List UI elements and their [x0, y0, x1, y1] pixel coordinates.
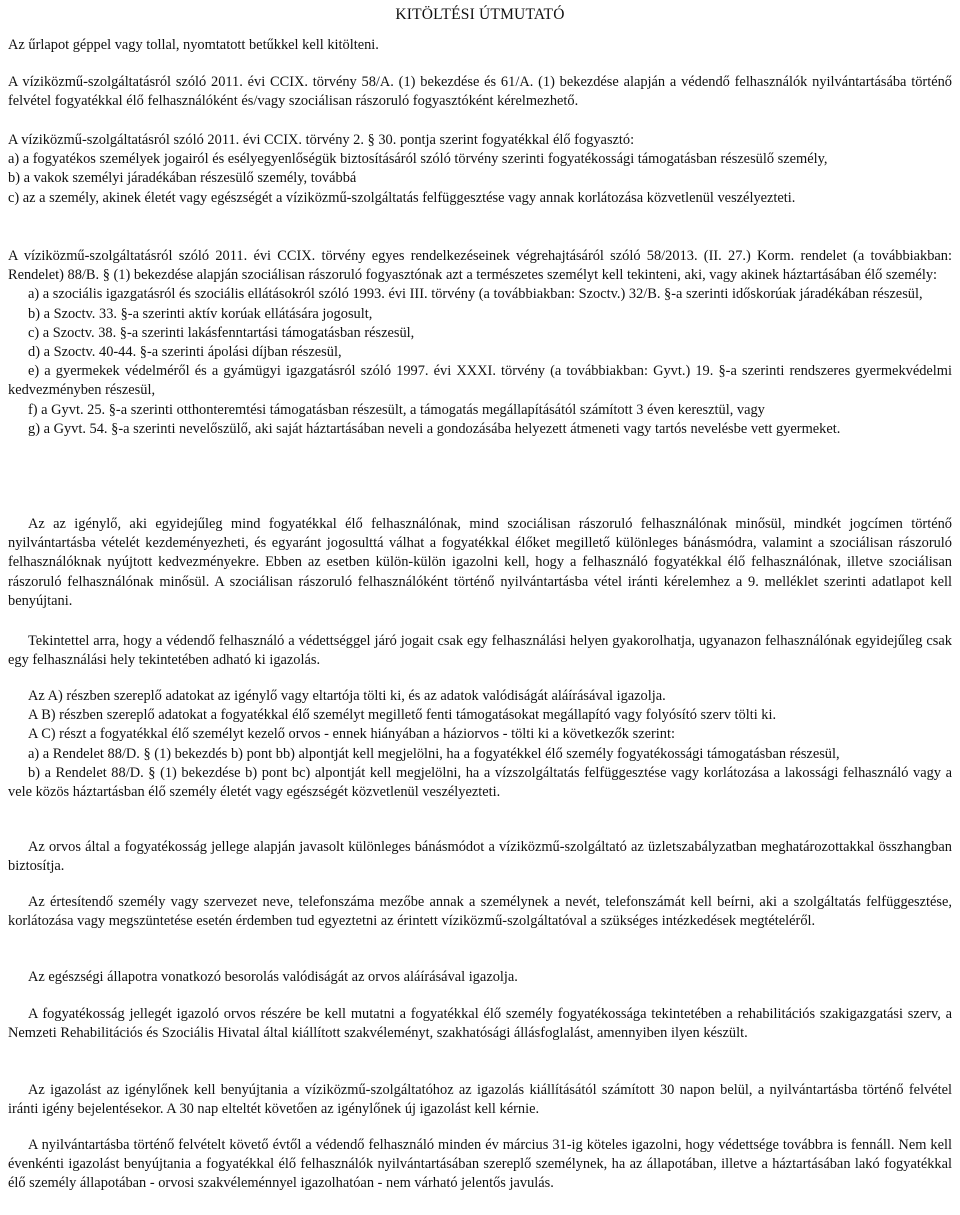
- paragraph: A nyilvántartásba történő felvételt követő évtől a védendő felhasználó minden év március 31-ig köteles igazolni, hogy védettsége továbbra is fennáll. Nem kell évenkénti igazolást benyújtania a fogyatékkal élő felhasználók nyilvántartásában szereplő személynek, ha az állapotában, illetve a háztartásában lakó fogyatékkal élő személy állapotában - orvosi szakvéleménnyel igazolhatóan - nem várható jelentős javulás.: [8, 1137, 952, 1192]
- paragraph: A C) részt a fogyatékkal élő személyt kezelő orvos - ennek hiányában a háziorvos - tölti ki a következők szerint:: [28, 726, 675, 743]
- list-item: c) az a személy, akinek életét vagy egészségét a víziközmű-szolgáltatás felfüggesztése vagy annak korlátozása közvetlenül veszélyezteti.: [8, 189, 796, 206]
- contact-person-paragraph: [8, 893, 952, 931]
- paragraph: Az űrlapot géppel vagy tollal, nyomtatott betűkkel kell kitölteni.: [8, 37, 379, 53]
- list-item: c) a Szoctv. 38. §-a szerinti lakásfenntartási támogatásban részesül,: [28, 324, 415, 341]
- list-item: a) a fogyatékos személyek jogairól és esélyegyenlőségük biztosításáról szóló törvény szerinti fogyatékossági támogatásban részesülő személy,: [8, 151, 828, 168]
- list-item: f) a Gyvt. 25. §-a szerinti otthonteremtési támogatásban részesült, a támogatás megállapításától számított 3 éven keresztül, vagy: [28, 401, 765, 418]
- list-item: a) a Rendelet 88/D. § (1) bekezdés b) pont bb) alpontját kell megjelölni, ha a fogyatékkel élő személy fogyatékossági támogatásban részesül,: [28, 745, 840, 762]
- paragraph: Az az igénylő, aki egyidejűleg mind fogyatékkal élő felhasználónak, mind szociálisan rászoruló felhasználónak minősül, mindkét jogcímen történő nyilvántartásba vételét kezdeményezheti, és egyaránt jogosulttá válhat a fogyatékkal élőket megillető különleges bánásmódra, valamint a szociálisan rászoruló felhasználóknak nyújtott kedvezményekre. Ebben az esetben külön-külön igazolni kell, hogy a felhasználó fogyatékkal élő felhasználónak, illetve szociálisan rászoruló felhasználónak minősül. A szociálisan rászoruló felhasználóként történő nyilvántartásba vétel iránti kérelemhez a 9. melléklet szerinti adatlapot kell benyújtani.: [8, 516, 952, 609]
- paragraph: Tekintettel arra, hogy a védendő felhasználó a védettséggel járó jogait csak egy felhasználási helyen gyakorolhatja, ugyanazon felhasználónak egyidejűleg csak egy felhasználási hely tekintetében adható ki igazolás.: [8, 633, 952, 669]
- social-needy-definition: [8, 247, 952, 439]
- single-location-paragraph: [8, 632, 952, 670]
- paragraph: A víziközmű-szolgáltatásról szóló 2011. évi CCIX. törvény 58/A. (1) bekezdése és 61/A. (1) bekezdése alapján a védendő felhasználók nyilvántartásába történő felvétel fogyatékkal élő felhasználóként és/vagy szociálisan rászoruló fogyasztóként kérelmezhető.: [8, 74, 952, 110]
- paragraph: A B) részben szereplő adatokat a fogyatékkal élő személyt megillető fenti támogatásokat megállapító vagy folyósító szerv tölti ki.: [28, 707, 777, 724]
- paragraph: A fogyatékosság jellegét igazoló orvos részére be kell mutatni a fogyatékkal élő személy fogyatékossága tekintetében a rehabilitációs szakigazgatási szerv, a Nemzeti Rehabilitációs és Szociális Hivatal által kiállított szakvéleményt, szakhatósági állásfoglalást, amennyiben ilyen készült.: [8, 1006, 952, 1042]
- paragraph: Az egészségi állapotra vonatkozó besorolás valódiságát az orvos aláírásával igazolja.: [28, 969, 518, 985]
- paragraph: Az A) részben szereplő adatokat az igénylő vagy eltartója tölti ki, és az adatok valódiságát aláírásával igazolja.: [28, 688, 666, 704]
- list-item: b) a vakok személyi járadékában részesülő személy, továbbá: [8, 170, 357, 187]
- submission-deadline-paragraph: [8, 1081, 952, 1119]
- annual-verification-paragraph: [8, 1136, 952, 1194]
- list-item: b) a Rendelet 88/D. § (1) bekezdése b) pont bc) alpontját kell megjelölni, ha a vízszolgáltatás felfüggesztése vagy korlátozása a lakossági felhasználó vagy a vele közös háztartásban élő személy életét vagy egészségét közvetlenül veszélyezteti.: [8, 764, 952, 801]
- legal-basis-paragraph: [8, 73, 952, 111]
- health-classification-paragraph: [8, 968, 952, 987]
- paragraph: A víziközmű-szolgáltatásról szóló 2011. évi CCIX. törvény egyes rendelkezéseinek végrehajtásáról szóló 58/2013. (II. 27.) Korm. rendelet (a továbbiakban: Rendelet) 88/B. § (1) bekezdése alapján szociálisan rászoruló fogyasztónak azt a természetes személyt kell tekinteni, aki, vagy akinek háztartásában élő személy:: [8, 248, 952, 284]
- form-sections-paragraph: [8, 687, 952, 802]
- paragraph: Az értesítendő személy vagy szervezet neve, telefonszáma mezőbe annak a személynek a nevét, telefonszámát kell beírni, aki a szolgáltatás felfüggesztése, korlátozása vagy megszüntetése esetén érdemben tud egyeztetni az érintett víziközmű-szolgáltatóval a szükséges intézkedések megtételéről.: [8, 894, 952, 930]
- paragraph: A víziközmű-szolgáltatásról szóló 2011. évi CCIX. törvény 2. § 30. pontja szerint fogyatékkal élő fogyasztó:: [8, 132, 635, 148]
- paragraph: Az igazolást az igénylőnek kell benyújtania a víziközmű-szolgáltatóhoz az igazolás kiállításától számított 30 napon belül, a nyilvántartásba történő felvétel iránti igény bejelentésekor. A 30 nap elteltét követően az igénylőnek új igazolást kell kérnie.: [8, 1082, 952, 1118]
- rehabilitation-paragraph: [8, 1005, 952, 1043]
- dual-eligibility-paragraph: [8, 515, 952, 611]
- intro-paragraph: [8, 36, 952, 55]
- list-item: a) a szociális igazgatásról és szociális ellátásokról szóló 1993. évi III. törvény (a továbbiakban: Szoctv.) 32/B. §-a szerinti időskorúak járadékában részesül,: [28, 286, 923, 303]
- list-item: b) a Szoctv. 33. §-a szerinti aktív korúak ellátására jogosult,: [28, 305, 373, 322]
- list-item: g) a Gyvt. 54. §-a szerinti nevelőszülő, aki saját háztartásában neveli a gondozásába helyezett átmeneti vagy tartós nevelésbe vett gyermeket.: [28, 420, 841, 437]
- list-item: e) a gyermekek védelméről és a gyámügyi igazgatásról szóló 1997. évi XXXI. törvény (a továbbiakban: Gyvt.) 19. §-a szerinti rendszeres gyermekvédelmi kedvezményben részesül,: [8, 363, 952, 399]
- disabled-consumer-definition: [8, 131, 952, 208]
- document-title: KITÖLTÉSI ÚTMUTATÓ: [395, 6, 565, 23]
- list-item: d) a Szoctv. 40-44. §-a szerinti ápolási díjban részesül,: [28, 344, 342, 361]
- paragraph: Az orvos által a fogyatékosság jellege alapján javasolt különleges bánásmódot a víziközmű-szolgáltató az üzletszabályzatban meghatározottakkal összhangban biztosítja.: [8, 839, 952, 875]
- doctor-recommendation-paragraph: [8, 838, 952, 876]
